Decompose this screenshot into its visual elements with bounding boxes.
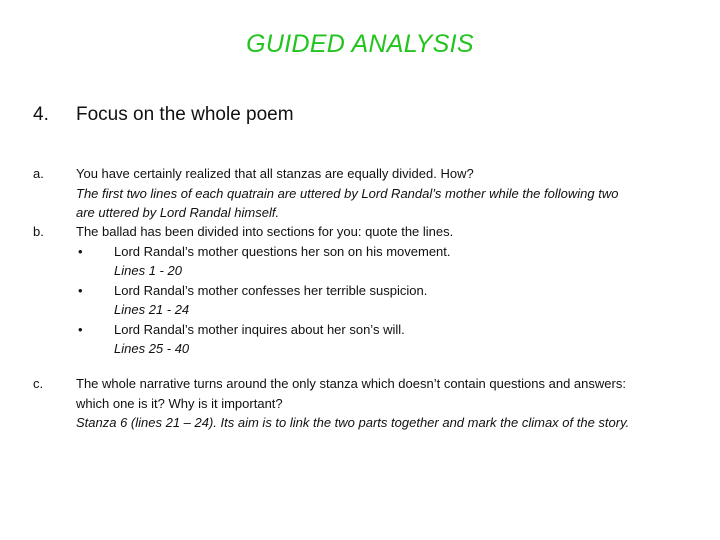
bullet-item bbox=[76, 281, 716, 301]
item-question: You have certainly realized that all stanzas are equally divided. How? bbox=[76, 166, 474, 181]
bullet-lines: Lines 1 - 20 bbox=[114, 263, 182, 278]
item-letter: c. bbox=[33, 376, 44, 391]
bullet-icon: • bbox=[78, 282, 83, 298]
item-question-line: which one is it? Why is it important? bbox=[76, 395, 283, 411]
item-content bbox=[76, 374, 716, 433]
item-answer: Stanza 6 (lines 21 – 24). Its aim is to link the two parts together and mark the climax of the story. bbox=[76, 415, 630, 430]
item-letter: b. bbox=[33, 224, 44, 239]
item-question: The ballad has been divided into sections for you: quote the lines. bbox=[76, 224, 454, 239]
bullet-text: Lord Randal’s mother questions her son on his movement. bbox=[114, 243, 451, 259]
item-content bbox=[76, 164, 716, 223]
bullet-item bbox=[76, 320, 716, 340]
page-title: GUIDED ANALYSIS bbox=[246, 30, 474, 58]
item-answer-line: The first two lines of each quatrain are uttered by Lord Randal’s mother while the following two bbox=[76, 185, 619, 201]
item-answer-line: are uttered by Lord Randal himself. bbox=[76, 205, 280, 220]
bullet-lines: Lines 21 - 24 bbox=[114, 302, 190, 317]
bullet-lines: Lines 25 - 40 bbox=[114, 341, 190, 356]
item-content bbox=[76, 222, 716, 359]
section-number: 4. bbox=[33, 104, 49, 125]
bullet-text: Lord Randal’s mother inquires about her son’s will. bbox=[114, 321, 405, 337]
bullet-text: Lord Randal’s mother confesses her terrible suspicion. bbox=[114, 282, 428, 298]
bullet-icon: • bbox=[78, 321, 83, 337]
item-letter: a. bbox=[33, 166, 44, 181]
section-heading-text: Focus on the whole poem bbox=[76, 104, 294, 125]
section-heading bbox=[33, 104, 294, 126]
item-question-line: The whole narrative turns around the only stanza which doesn’t contain questions and answers: bbox=[76, 376, 626, 391]
bullet-item bbox=[76, 242, 716, 262]
bullet-icon: • bbox=[78, 243, 83, 259]
